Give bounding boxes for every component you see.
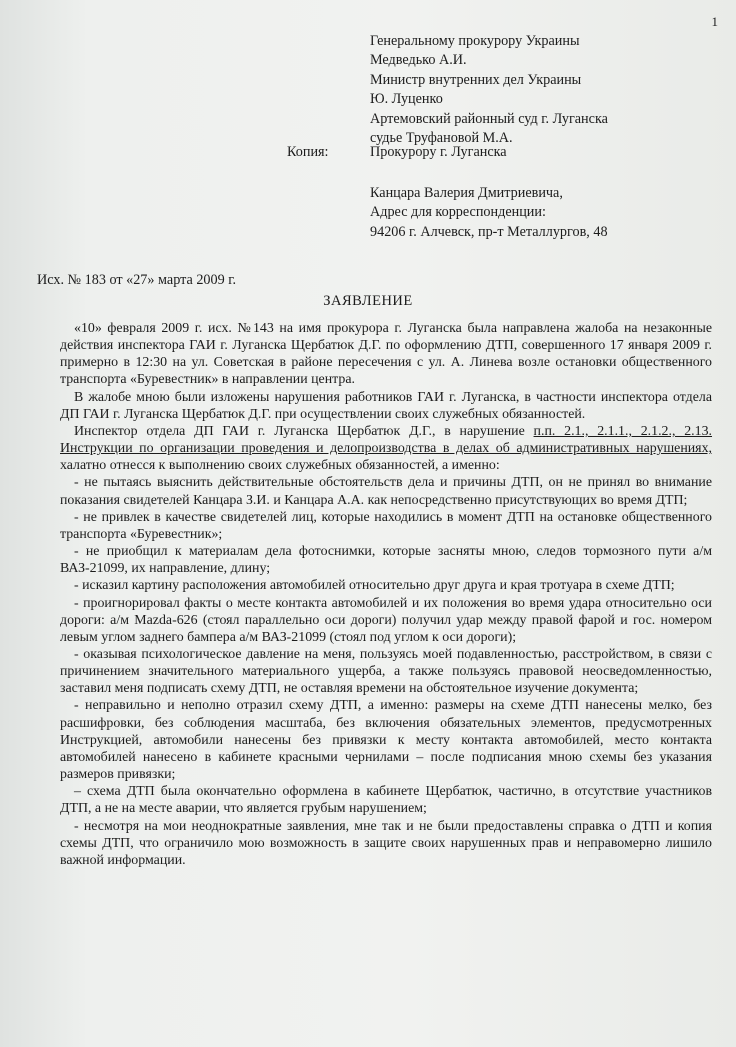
document-body <box>60 320 712 869</box>
list-item: - проигнорировал факты о месте контакта автомобилей и их положения во время удара относительно оси дороги: а/м Mazda-626 (стоял параллельно оси дороги) получил удар между правой фарой и гос. номером левым углом заднего бампера а/м ВАЗ-21099 (стоял под углом к оси дороги); <box>60 595 712 645</box>
addressee-line: Министр внутренних дел Украины <box>370 71 582 88</box>
sender-line: 94206 г. Алчевск, пр-т Металлургов, 48 <box>370 223 608 240</box>
page-number: 1 <box>711 14 718 29</box>
paragraph: В жалобе мною были изложены нарушения работников ГАИ г. Луганска, в частности инспектора отдела ДП ГАИ г. Луганска Щербатюк Д.Г. при осуществлении своих служебных обязанностей. <box>60 389 712 422</box>
addressee-block <box>370 32 730 148</box>
addressee-line: Артемовский районный суд г. Луганска <box>370 110 608 127</box>
paragraph-text: Инспектор отдела ДП ГАИ г. Луганска Щербатюк Д.Г., в нарушение <box>74 423 534 439</box>
list-item: – схема ДТП была окончательно оформлена в кабинете Щербатюк, частично, в отсутствие участников ДТП, а не на месте аварии, что является грубым нарушением; <box>60 784 712 817</box>
reference-number: Исх. № 183 от «27» марта 2009 г. <box>37 272 237 288</box>
addressee-line: Генеральному прокурору Украины <box>370 33 580 49</box>
copy-recipient: Прокурору г. Луганска <box>370 144 507 160</box>
list-item: - не привлек в качестве свидетелей лиц, которые находились в момент ДТП на остановке общественного транспорта «Буревестник»; <box>60 509 712 542</box>
addressee-line: Ю. Луценко <box>370 91 443 108</box>
list-item: - несмотря на мои неоднократные заявления, мне так и не были предоставлены справка о ДТП и копия схемы ДТП, что ограничило мою возможность в защите своих нарушенных прав и неправомерно лишило важной информации. <box>60 818 712 868</box>
list-item: - оказывая психологическое давление на меня, пользуясь моей подавленностью, расстройством, в связи с причинением значительного материального ущерба, а также пользуясь правовой неосведомленностью, заставил меня подписать схему ДТП, не оставляя времени на обстоятельное изучение документа; <box>60 646 712 697</box>
list-item: - неправильно и неполно отразил схему ДТП, а именно: размеры на схеме ДТП нанесены мелко, без расшифровки, без соблюдения масштаба, без включения обязательных элементов, предусмотренных Инструкцией, автомобили нанесены без привязки к месту контакта автомобилей, место контакта автомобилей нанесено в кабинете красными чернилами – после подписания мною схемы без указания размеров привязки; <box>60 698 712 783</box>
instruction-reference: п.п. 2.1., 2.1.1., 2.1.2., 2.13. Инструкции по организации проведения и делопроизводства в делах об административных нарушениях, <box>60 423 713 457</box>
list-item: - не пытаясь выяснить действительные обстоятельств дела и причины ДТП, он не принял во внимание показания свидетелей Канцара З.И. и Канцара А.А. как непосредственно присутствующих во время ДТП; <box>60 475 712 508</box>
paragraph-text: халатно отнесся к выполнению своих служебных обязанностей, а именно: <box>60 458 500 474</box>
document-title: ЗАЯВЛЕНИЕ <box>323 293 413 309</box>
sender-line: Канцара Валерия Дмитриевича, <box>370 185 563 201</box>
sender-block <box>370 184 730 242</box>
addressee-line: Медведько А.И. <box>370 52 467 69</box>
sender-line: Адрес для корреспонденции: <box>370 204 546 221</box>
copy-label: Копия: <box>287 144 329 160</box>
list-item: - исказил картину расположения автомобилей относительно друг друга и края тротуара в схеме ДТП; <box>74 578 675 594</box>
addressee-line: судье Труфановой М.А. <box>370 130 513 147</box>
paragraph: «10» февраля 2009 г. исх. №143 на имя прокурора г. Луганска была направлена жалоба на незаконные действия инспектора ГАИ г. Луганска Щербатюк Д.Г. по оформлению ДТП, совершенного 17 января 2009 г. примерно в 12:30 на ул. Советская в районе пересечения с ул. А. Линева возле остановки общественного транспорта «Буревестник» в направлении центра. <box>60 321 712 388</box>
list-item: - не приобщил к материалам дела фотоснимки, которые засняты мною, следов тормозного пути а/м ВАЗ-21099, их направление, длину; <box>60 544 712 577</box>
paragraph <box>60 423 712 474</box>
